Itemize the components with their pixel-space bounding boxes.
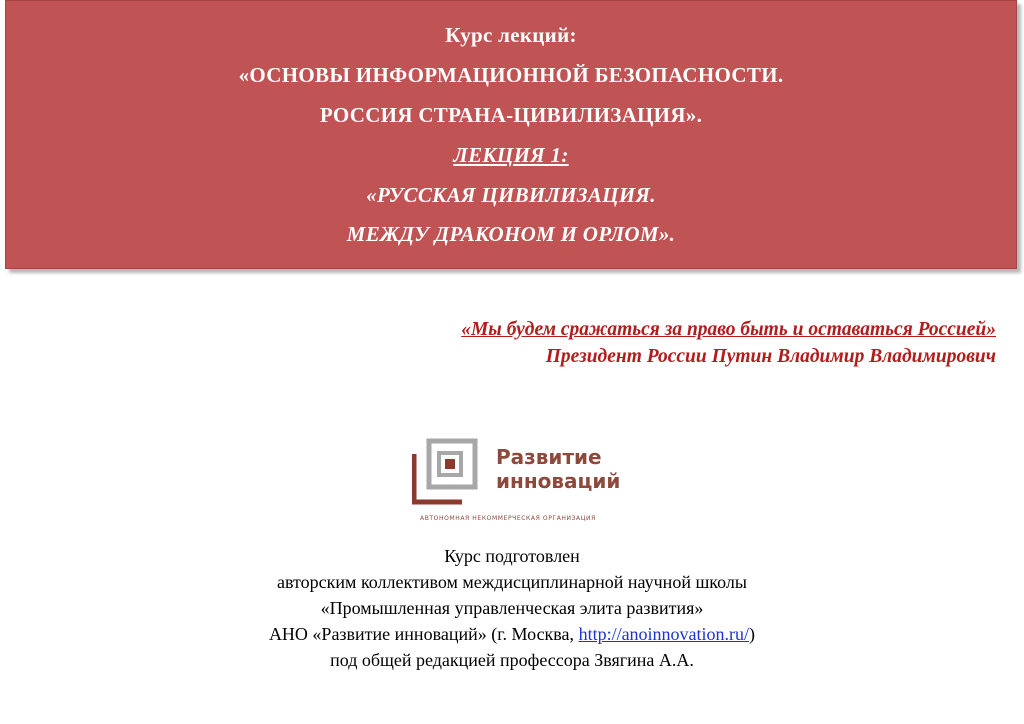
organization-logo: [412, 436, 621, 528]
organization-website-link[interactable]: http://anoinnovation.ru/: [578, 624, 750, 644]
nested-squares-logo-icon: [412, 436, 482, 506]
course-title-line-1: «ОСНОВЫ ИНФОРМАЦИОННОЙ БЕЗОПАСНОСТИ.: [238, 63, 784, 87]
credits-line-5: под общей редакцией профессора Звягина А.А.: [330, 650, 694, 670]
credits-org-close: ): [749, 624, 756, 644]
epigraph-author: Президент России Путин Владимир Владимирович: [545, 346, 996, 367]
logo-name-line-1: Развитие: [496, 445, 602, 469]
credits-line-4: [0, 621, 1024, 647]
epigraph-quote: «Мы будем сражаться за право быть и оставаться Россией»: [461, 319, 996, 340]
course-title-line-2: РОССИЯ СТРАНА-ЦИВИЛИЗАЦИЯ».: [319, 103, 703, 127]
lecture-title-line-2: МЕЖДУ ДРАКОНОМ И ОРЛОМ».: [346, 222, 676, 246]
course-credits: [0, 543, 1024, 673]
credits-org-text: АНО «Развитие инноваций» (г. Москва,: [268, 624, 579, 644]
lecture-label: ЛЕКЦИЯ 1:: [453, 143, 569, 167]
credits-line-2: авторским коллективом междисциплинарной научной школы: [277, 572, 747, 592]
epigraph: [461, 316, 996, 370]
course-label: Курс лекций:: [445, 23, 577, 47]
logo-name-line-2: инноваций: [496, 469, 621, 493]
lecture-title-line-1: «РУССКАЯ ЦИВИЛИЗАЦИЯ.: [366, 183, 656, 207]
title-banner: [5, 0, 1017, 269]
credits-line-3: «Промышленная управленческая элита развития»: [320, 598, 704, 618]
credits-line-1: Курс подготовлен: [444, 546, 580, 566]
lecture-label-wrap: [6, 143, 1016, 168]
logo-subtitle: АВТОНОМНАЯ НЕКОММЕРЧЕСКАЯ ОРГАНИЗАЦИЯ: [420, 515, 596, 522]
